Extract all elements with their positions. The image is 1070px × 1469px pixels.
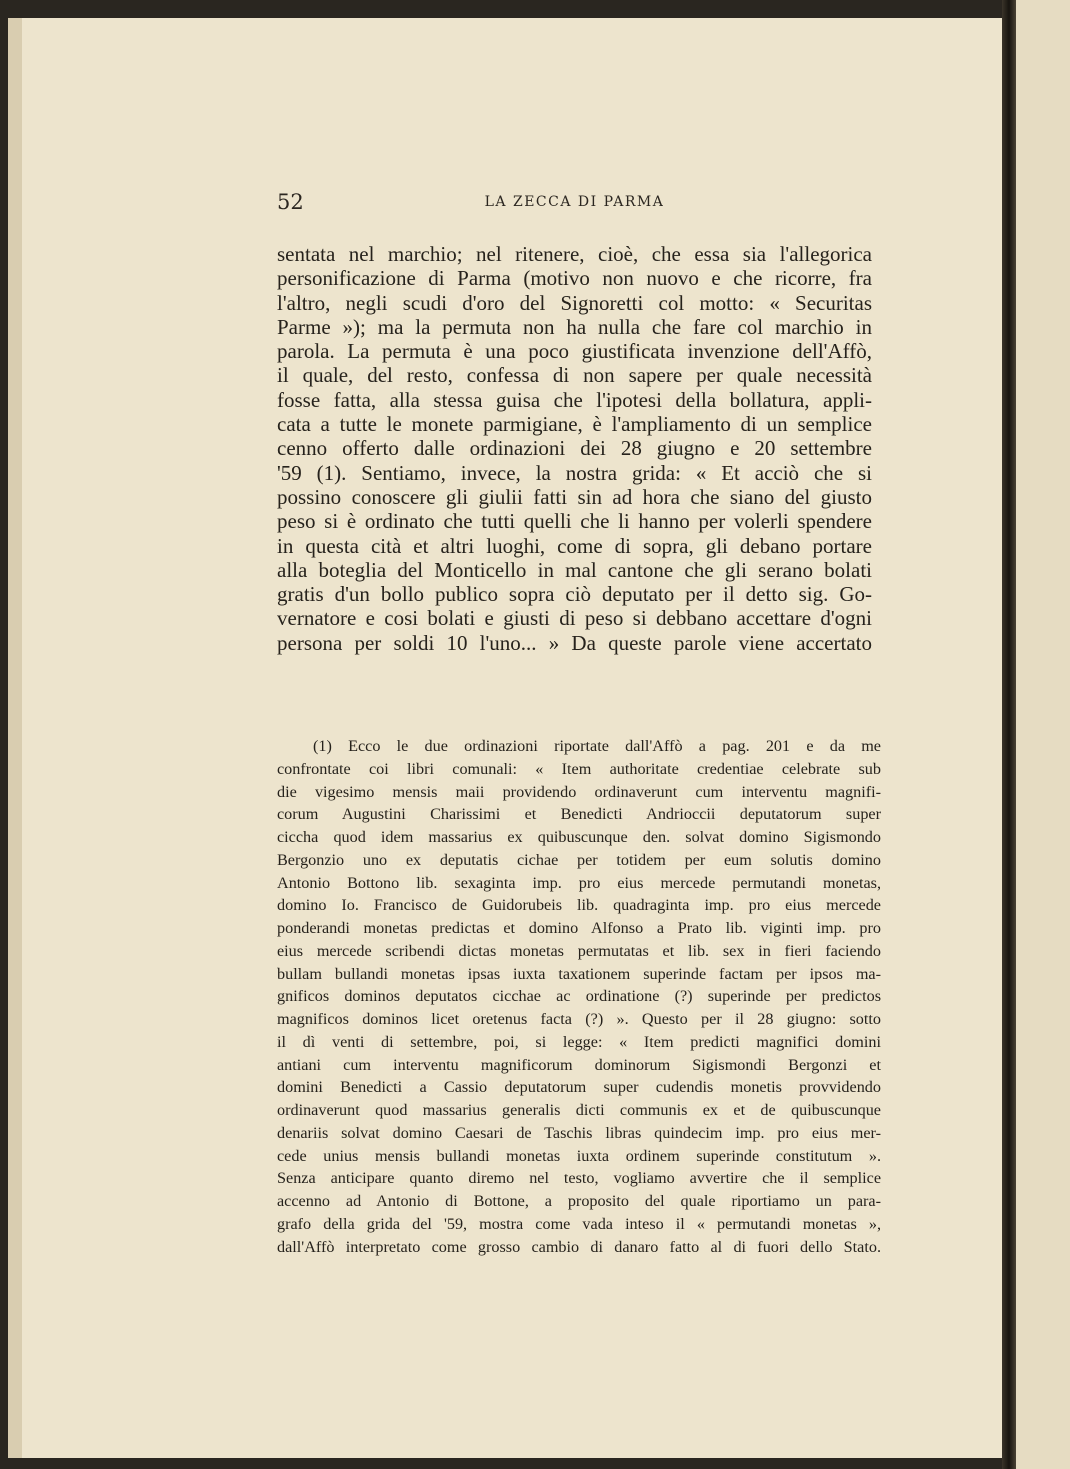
footnote-line: ordinaverunt quod massarius generalis dicti communis ex et de quibuscunque bbox=[277, 1101, 881, 1119]
text-line: cenno offerto dalle ordinazioni dei 28 giugno e 20 settembre bbox=[277, 436, 872, 461]
text-line: vernatore e cosi bolati e giusti di peso si debbano accettare d'ogni bbox=[277, 606, 872, 631]
text-line: il quale, del resto, confessa di non sapere per quale necessità bbox=[277, 363, 872, 388]
next-page-edge bbox=[1016, 0, 1070, 1469]
footnote-line: (1) Ecco le due ordinazioni riportate dall'Affò a pag. 201 e da me bbox=[313, 737, 881, 755]
text-line: persona per soldi 10 l'uno... » Da queste parole viene accertato bbox=[277, 630, 872, 655]
footnote-line: ponderandi monetas predictas et domino Alfonso a Prato lib. viginti imp. pro bbox=[277, 919, 881, 937]
text-line: alla boteglia del Monticello in mal cantone che gli serano bolati bbox=[277, 557, 872, 582]
book-gutter bbox=[1002, 0, 1016, 1469]
text-line: fosse fatta, alla stessa guisa che l'ipotesi della bollatura, appli- bbox=[277, 387, 872, 412]
text-line: parola. La permuta è una poco giustificata invenzione dell'Affò, bbox=[277, 339, 872, 364]
footnote-line: Senza anticipare quanto diremo nel testo, vogliamo avvertire che il semplice bbox=[277, 1169, 881, 1188]
footnote-line: denariis solvat domino Caesari de Taschis libras quindecim imp. pro eius mer- bbox=[277, 1123, 881, 1142]
text-line: cata a tutte le monete parmigiane, è l'ampliamento di un semplice bbox=[277, 412, 872, 437]
text-line: peso si è ordinato che tutti quelli che li hanno per volerli spendere bbox=[277, 509, 872, 534]
text-line: sentata nel marchio; nel ritenere, cioè, che essa sia l'allegorica bbox=[277, 242, 872, 266]
footnote-line: die vigesimo mensis maii providendo ordinaverunt cum interventu magnifi- bbox=[277, 782, 881, 801]
footnote-line: antiani cum interventu magnificorum dominorum Sigismondi Bergonzi et bbox=[277, 1055, 881, 1074]
text-line: Parme »); ma la permuta non ha nulla che fare col marchio in bbox=[277, 314, 872, 339]
footnote-line: dall'Affò interpretato come grosso cambio di danaro fatto al di fuori dello Stato. bbox=[277, 1237, 881, 1256]
footnote-line: domini Benedicti a Cassio deputatorum super cudendis monetis provvidendo bbox=[277, 1078, 881, 1097]
footnote-line: il dì venti di settembre, poi, si legge: « Item predicti magnifici domini bbox=[277, 1032, 881, 1051]
footnote-line: grafo della grida del '59, mostra come vada inteso il « permutandi monetas », bbox=[277, 1214, 881, 1233]
text-line: in questa cità et altri luoghi, come di sopra, gli debano portare bbox=[277, 533, 872, 558]
footnote-line: Antonio Bottono lib. sexaginta imp. pro eius mercede permutandi monetas, bbox=[277, 873, 881, 892]
page-number: 52 bbox=[277, 190, 304, 214]
footnote-line: eius mercede scribendi dictas monetas permutatas et lib. sex in fieri faciendo bbox=[277, 941, 881, 960]
text-line: possino conoscere gli giulii fatti sin ad hora che siano del giusto bbox=[277, 484, 872, 509]
footnote-line: confrontate coi libri comunali: « Item authoritate credentiae celebrate sub bbox=[277, 759, 881, 778]
text-line: personificazione di Parma (motivo non nuovo e che ricorre, fra bbox=[277, 266, 872, 291]
footnote-line: corum Augustini Charissimi et Benedicti Andrioccii deputatorum super bbox=[277, 805, 881, 824]
text-line: l'altro, negli scudi d'oro del Signoretti col motto: « Securitas bbox=[277, 290, 872, 315]
page-header bbox=[277, 190, 872, 216]
text-line: gratis d'un bollo publico sopra ciò deputato per il detto sig. Go- bbox=[277, 582, 872, 607]
footnote-line: accenno ad Antonio di Bottone, a proposito del quale riportiamo un para- bbox=[277, 1192, 881, 1210]
text-line: '59 (1). Sentiamo, invece, la nostra grida: « Et acciò che si bbox=[277, 460, 872, 485]
footnote bbox=[277, 735, 881, 1258]
footnote-line: ciccha quod idem massarius ex quibuscunque den. solvat domino Sigismondo bbox=[277, 828, 881, 846]
footnote-line: gnificos dominos deputatos cicchae ac ordinatione (?) superinde per predictos bbox=[277, 987, 881, 1006]
footnote-line: cede unius mensis bullandi monetas iuxta ordinem superinde constitutum ». bbox=[277, 1146, 881, 1165]
footnote-line: domino Io. Francisco de Guidorubeis lib. quadraginta imp. pro eius mercede bbox=[277, 896, 881, 915]
footnote-line: bullam bullandi monetas ipsas iuxta taxationem superinde factam per ipsos ma- bbox=[277, 964, 881, 983]
running-title: LA ZECCA DI PARMA bbox=[484, 194, 665, 210]
body-text bbox=[277, 242, 872, 655]
footnote-line: magnificos dominos licet oretenus facta (?) ». Questo per il 28 giugno: sotto bbox=[277, 1010, 881, 1028]
footnote-line: Bergonzio uno ex deputatis cichae per totidem per eum solutis domino bbox=[277, 850, 881, 869]
